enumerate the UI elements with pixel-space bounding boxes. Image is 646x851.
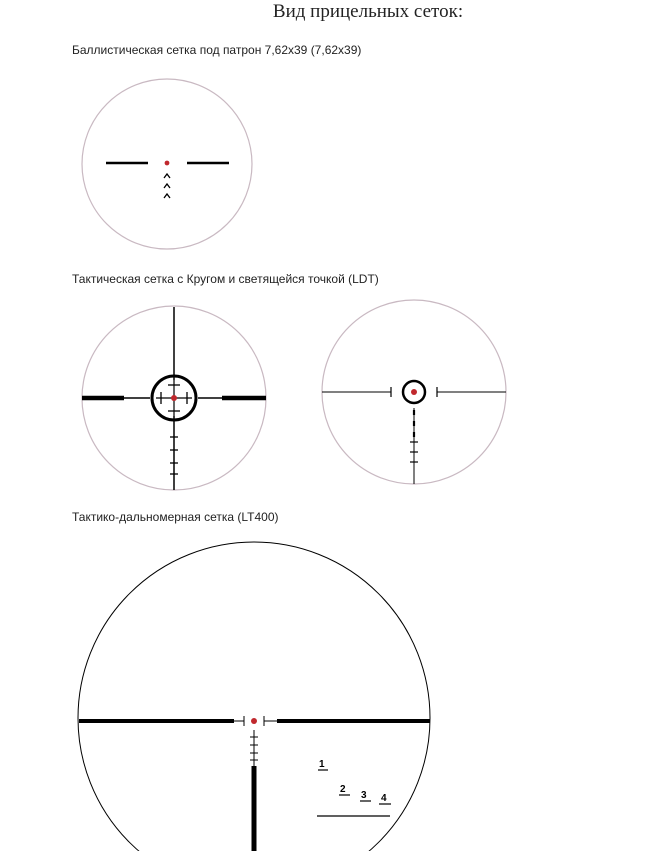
ballistic-chevron-2 <box>164 184 170 188</box>
rangefinder-lens-outline <box>78 542 430 851</box>
rangefinder-marker-1: 1 <box>319 759 325 770</box>
ballistic-lens-outline <box>82 79 252 249</box>
rangefinder-center-dot <box>251 718 257 724</box>
tactical-right-center-dot <box>411 389 417 395</box>
tactical-left-ticks <box>161 385 187 474</box>
rangefinder-reticle-caption: Тактико-дальномерная сетка (LT400) <box>72 510 279 524</box>
ballistic-chevron-3 <box>164 194 170 198</box>
rangefinder-marker-4: 4 <box>381 793 387 804</box>
rangefinder-marker-3: 3 <box>361 790 367 801</box>
tactical-right-ring <box>403 381 425 403</box>
tactical-right-ticks <box>410 442 418 462</box>
ballistic-reticle-caption: Баллистическая сетка под патрон 7,62х39 (7,62х39) <box>72 43 362 57</box>
ballistic-center-dot <box>165 161 170 166</box>
tactical-reticle-caption: Тактическая сетка с Кругом и светящейся точкой (LDT) <box>72 272 379 286</box>
tactical-left-lens-outline <box>82 306 266 490</box>
tactical-right-lens-outline <box>322 300 506 484</box>
tactical-left-center-dot <box>171 395 177 401</box>
rangefinder-marker-2: 2 <box>340 784 346 795</box>
rangefinder-vertical-ticks <box>250 737 258 760</box>
page-title: Вид прицельных сеток: <box>272 1 464 22</box>
ballistic-chevron-1 <box>164 174 170 178</box>
tactical-left-ring <box>152 376 196 420</box>
